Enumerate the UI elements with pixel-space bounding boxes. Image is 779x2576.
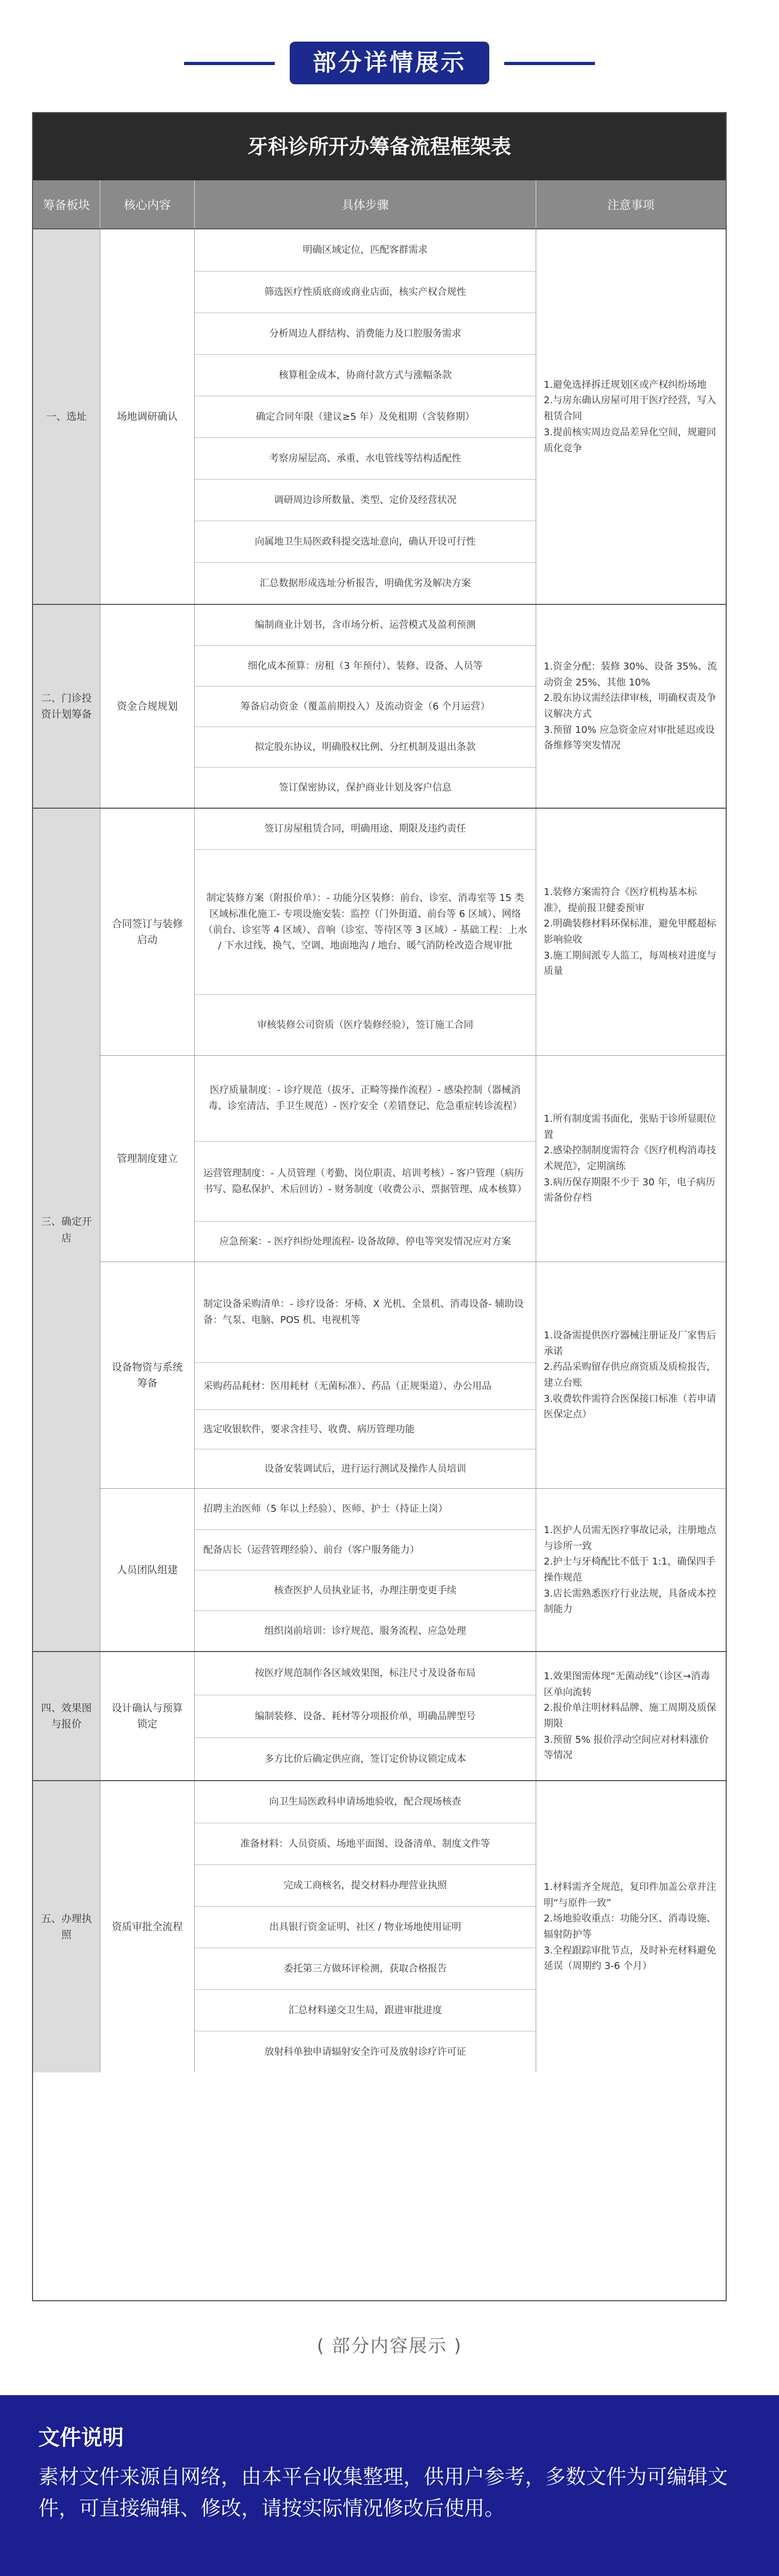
note-text: 1.所有制度需书面化，张贴于诊所显眼位置 2.感染控制制度需符合《医疗机构消毒技术规范》，定期演练 3.病历保存期限不少于 30 年，电子病历需备份存档 xyxy=(544,1113,717,1204)
note-cell xyxy=(536,605,726,808)
note-cell xyxy=(536,1056,726,1262)
header-rule-left xyxy=(184,62,275,65)
header-rule-right xyxy=(504,62,595,65)
step-item: 调研周边诊所数量、类型、定价及经营状况 xyxy=(195,479,536,521)
core-content: 设备物资与系统筹备 xyxy=(100,1262,195,1488)
content-group xyxy=(100,605,726,808)
content-group xyxy=(100,1262,726,1488)
note-cell xyxy=(536,1489,726,1651)
footer-text: 素材文件来源自网络，由本平台收集整理，供用户参考，多数文件为可编辑文件，可直接编辑、修改，请按实际情况修改后使用。 xyxy=(38,2465,728,2520)
core-content: 设计确认与预算锁定 xyxy=(100,1652,195,1780)
step-item: 筹备启动资金（覆盖前期投入）及流动资金（6 个月运营） xyxy=(195,686,536,727)
content-group xyxy=(100,1652,726,1780)
core-content: 资金合规规划 xyxy=(100,605,195,808)
section-body xyxy=(100,605,726,808)
table-section xyxy=(33,1780,726,2072)
note-cell xyxy=(536,1781,726,2072)
core-content: 合同签订与装修启动 xyxy=(100,809,195,1055)
file-note-footer xyxy=(0,2395,779,2576)
step-list xyxy=(195,1652,536,1780)
core-content: 人员团队组建 xyxy=(100,1489,195,1651)
step-item: 组织岗前培训：诊疗规范、服务流程、应急处理 xyxy=(195,1610,536,1651)
section-body xyxy=(100,1781,726,2072)
step-item: 汇总数据形成选址分析报告，明确优劣及解决方案 xyxy=(195,562,536,604)
step-item: 签订保密协议，保护商业计划及客户信息 xyxy=(195,767,536,808)
note-text: 1.设备需提供医疗器械注册证及厂家售后承诺 2.药品采购留存供应商资质及质检报告，建立台账 3.收费软件需符合医保接口标准（若申请医保定点） xyxy=(544,1329,717,1421)
step-item: 考察房屋层高、承重、水电管线等结构适配性 xyxy=(195,437,536,479)
section-name: 二、门诊投资计划筹备 xyxy=(33,605,100,808)
table-section xyxy=(33,604,726,808)
table-section xyxy=(33,228,726,604)
section-badge: 部分详情展示 xyxy=(290,42,489,84)
column-header-cell: 注意事项 xyxy=(607,198,655,212)
step-item: 核算租金成本，协商付款方式与涨幅条款 xyxy=(195,354,536,396)
section-body xyxy=(100,1652,726,1780)
step-item: 向卫生局医政科申请场地验收，配合现场核查 xyxy=(269,1796,462,1808)
section-body xyxy=(100,229,726,604)
step-list xyxy=(195,1262,536,1488)
section-name: 一、选址 xyxy=(33,229,100,604)
step-item: 按医疗规范制作各区域效果图，标注尺寸及设备布局 xyxy=(255,1668,476,1679)
step-item: 向属地卫生局医政科提交选址意向，确认开设可行性 xyxy=(195,521,536,562)
step-list xyxy=(195,1056,536,1262)
step-list xyxy=(195,1489,536,1651)
partial-content-caption: ( 部分内容展示 ) xyxy=(316,2335,463,2357)
note-cell xyxy=(536,229,726,604)
section-body xyxy=(100,809,726,1651)
step-item: 明确区域定位，匹配客群需求 xyxy=(303,244,428,256)
note-text: 1.装修方案需符合《医疗机构基本标准》，提前报卫健委预审 2.明确装修材料环保标准，避免甲醛超标影响验收 3.施工期间派专人监工，每周核对进度与质量 xyxy=(544,886,717,977)
column-header-cell: 核心内容 xyxy=(100,180,195,228)
step-item: 多方比价后确定供应商，签订定价协议锁定成本 xyxy=(195,1737,536,1780)
table-column-header xyxy=(33,180,726,228)
table-body xyxy=(33,228,726,2072)
step-item: 设备安装调试后，进行运行测试及操作人员培训 xyxy=(195,1449,536,1488)
step-item: 选定收银软件，要求含挂号、收费、病历管理功能 xyxy=(195,1409,536,1449)
step-item: 分析周边人群结构、消费能力及口腔服务需求 xyxy=(195,313,536,354)
content-group xyxy=(100,809,726,1055)
note-text: 1.材料需齐全规范，复印件加盖公章并注明“与原件一致” 2.场地验收重点：功能分区、消毒设施、辐射防护等 3.全程跟踪审批节点，及时补充材料避免延误（周期约 3-6 个月） xyxy=(544,1881,717,1972)
step-item: 汇总材料递交卫生局，跟进审批进度 xyxy=(195,1989,536,2031)
section-name: 四、效果图与报价 xyxy=(33,1652,100,1780)
note-text: 1.资金分配：装修 30%、设备 35%、流动资金 25%、其他 10% 2.股东协议需经法律审核，明确权责及争议解决方式 3.预留 10% 应急资金应对审批延迟或设备维修等突发情况 xyxy=(544,660,717,752)
step-item: 制定装修方案（附报价单）：- 功能分区装修：前台、诊室、消毒室等 15 类区域标准化施工- 专项设施安装：监控（门外街道、前台等 6 区域）、网络（前台、诊室等 4 区域）、音响（诊室、等待区等 3 区域）- 基础工程：上水 / 下水过线、换气、空调、地面地沟 / 地台、暖气消防栓改造合规审批 xyxy=(195,849,536,994)
note-cell xyxy=(536,809,726,1055)
step-item: 完成工商核名，提交材料办理营业执照 xyxy=(195,1864,536,1906)
note-text: 1.医护人员需无医疗事故记录，注册地点与诊所一致 2.护士与牙椅配比不低于 1:1，确保四手操作规范 3.店长需熟悉医疗行业法规，具备成本控制能力 xyxy=(544,1524,717,1615)
step-item: 委托第三方做环评检测，获取合格报告 xyxy=(195,1948,536,1989)
step-item: 医疗质量制度：- 诊疗规范（拔牙、正畸等操作流程）- 感染控制（器械消毒、诊室清洁、手卫生规范）- 医疗安全（差错登记、危急重症转诊流程） xyxy=(208,1084,522,1112)
framework-table xyxy=(32,112,727,2301)
section-name: 三、确定开店 xyxy=(33,809,100,1651)
note-cell xyxy=(536,1262,726,1488)
step-item: 编制商业计划书，含市场分析、运营模式及盈利预测 xyxy=(255,619,476,631)
section-name: 五、办理执照 xyxy=(33,1781,100,2072)
step-list xyxy=(195,1781,536,2072)
note-text: 1.效果图需体现“无菌动线”（诊区→消毒区单向流转 2.报价单注明材料品牌、施工周期及质保期限 3.预留 5% 报价浮动空间应对材料涨价等情况 xyxy=(544,1670,717,1761)
step-item: 准备材料：人员资质、场地平面图、设备清单、制度文件等 xyxy=(195,1823,536,1864)
step-item: 核查医护人员执业证书，办理注册变更手续 xyxy=(195,1570,536,1610)
step-item: 放射科单独申请辐射安全许可及放射诊疗许可证 xyxy=(195,2031,536,2072)
step-item: 筛选医疗性质底商或商业店面，核实产权合规性 xyxy=(195,271,536,313)
step-item: 应急预案：- 医疗纠纷处理流程- 设备故障、停电等突发情况应对方案 xyxy=(195,1221,536,1262)
step-item: 出具银行资金证明、社区 / 物业场地使用证明 xyxy=(195,1906,536,1948)
core-content: 管理制度建立 xyxy=(100,1056,195,1262)
table-section xyxy=(33,808,726,1651)
step-item: 采购药品耗材：医用耗材（无菌标准）、药品（正规渠道）、办公用品 xyxy=(195,1362,536,1409)
footer-title: 文件说明 xyxy=(38,2426,124,2450)
content-group xyxy=(100,1488,726,1651)
step-item: 编制装修、设备、耗材等分项报价单，明确品牌型号 xyxy=(195,1695,536,1737)
table-section xyxy=(33,1651,726,1780)
step-list xyxy=(195,605,536,808)
note-text: 1.避免选择拆迁规划区或产权纠纷场地 2.与房东确认房屋可用于医疗经营，写入租赁合同 3.提前核实周边竞品差异化空间，规避同质化竞争 xyxy=(544,379,717,454)
column-header-cell: 筹备板块 xyxy=(33,180,100,228)
step-item: 签订房屋租赁合同，明确用途、期限及违约责任 xyxy=(264,823,466,835)
step-item: 审核装修公司资质（医疗装修经验），签订施工合同 xyxy=(195,994,536,1055)
step-item: 制定设备采购清单：- 诊疗设备：牙椅、X 光机、全景机、消毒设备- 辅助设备：气泵、电脑、POS 机、电视机等 xyxy=(203,1298,524,1326)
content-group xyxy=(100,1781,726,2072)
content-group xyxy=(100,1055,726,1262)
step-list xyxy=(195,809,536,1055)
step-item: 确定合同年限（建议≥5 年）及免租期（含装修期） xyxy=(195,396,536,437)
page-header xyxy=(0,0,779,112)
step-item: 拟定股东协议，明确股权比例、分红机制及退出条款 xyxy=(195,727,536,767)
table-title: 牙科诊所开办筹备流程框架表 xyxy=(33,113,726,180)
core-content: 资质审批全流程 xyxy=(100,1781,195,2072)
step-item: 运营管理制度：- 人员管理（考勤、岗位职责、培训考核）- 客户管理（病历书写、隐私保护、术后回访）- 财务制度（收费公示、票据管理、成本核算） xyxy=(195,1141,536,1221)
core-content: 场地调研确认 xyxy=(100,229,195,604)
note-cell xyxy=(536,1652,726,1780)
step-list xyxy=(195,229,536,604)
content-group xyxy=(100,229,726,604)
step-item: 配备店长（运营管理经验）、前台（客户服务能力） xyxy=(195,1529,536,1570)
column-header-cell: 具体步骤 xyxy=(195,180,536,228)
step-item: 细化成本预算：房租（3 年预付）、装修、设备、人员等 xyxy=(195,645,536,686)
step-item: 招聘主治医师（5 年以上经验）、医师、护士（持证上岗） xyxy=(203,1503,448,1515)
